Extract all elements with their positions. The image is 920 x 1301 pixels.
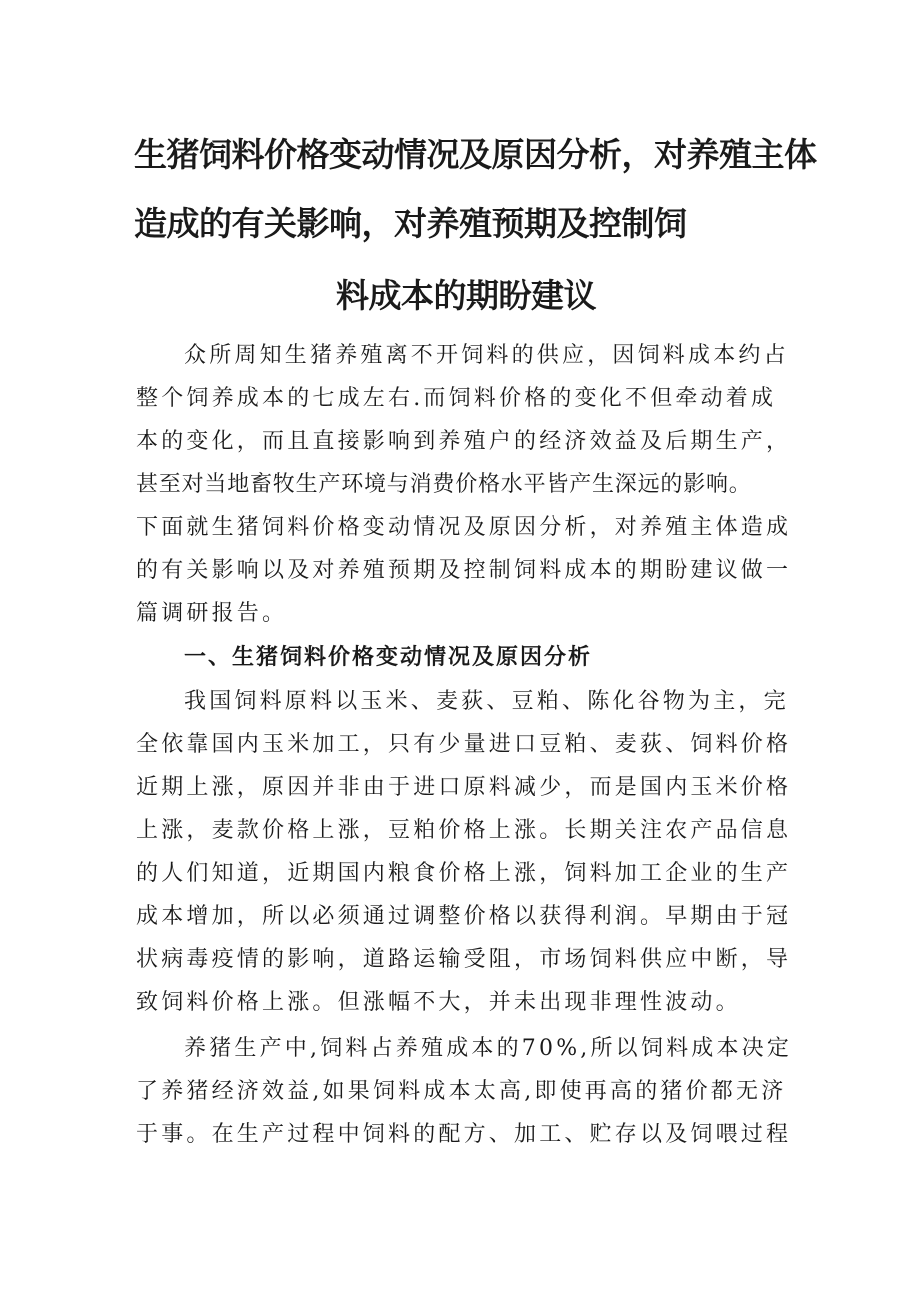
- intro-line-1: 众所周知生猪养殖离不开饲料的供应，因饲料成本约占: [184, 343, 789, 368]
- intro-line-2: 整个饲养成本的七成左右.而饲料价格的变化不但牵动着成: [136, 386, 777, 411]
- section-1-p1-line-2: 全依靠国内玉米加工，只有少量进口豆粕、麦荻、饲料价格: [136, 732, 792, 757]
- section-1-p1-line-8: 致饲料价格上涨。但涨幅不大，并未出现非理性波动。: [136, 990, 741, 1015]
- intro-line-7: 篇调研报告。: [136, 601, 288, 626]
- section-1-p2-line-3: 于事。在生产过程中饲料的配方、加工、贮存以及饲喂过程: [136, 1122, 792, 1147]
- section-1-p1-line-4: 上涨，麦款价格上涨，豆粕价格上涨。长期关注农产品信息: [136, 818, 792, 843]
- section-1-p1-line-5: 的人们知道，近期国内粮食价格上涨，饲料加工企业的生产: [136, 861, 792, 886]
- intro-line-3: 本的变化，而且直接影响到养殖户的经济效益及后期生产，: [136, 429, 792, 454]
- section-1-heading: 一、生猪饲料价格变动情况及原因分析: [184, 645, 593, 670]
- title-line-3: 料成本的期盼建议: [336, 276, 596, 315]
- intro-line-6: 的有关影响以及对养殖预期及控制饲料成本的期盼建议做一: [136, 558, 792, 583]
- section-1-p1-line-7: 状病毒疫情的影响，道路运输受阻，市场饲料供应中断，导: [136, 947, 792, 972]
- title-line-2: 造成的有关影响，对养殖预期及控制饲: [134, 204, 687, 243]
- section-1-p1-line-3: 近期上涨，原因并非由于进口原料减少，而是国内玉米价格: [136, 775, 792, 800]
- section-1-p1-line-6: 成本增加，所以必须通过调整价格以获得利润。早期由于冠: [136, 904, 792, 929]
- section-1-p2-line-2: 了养猪经济效益,如果饲料成本太高,即使再高的猪价都无济: [136, 1079, 787, 1104]
- intro-line-5: 下面就生猪饲料价格变动情况及原因分析，对养殖主体造成: [136, 515, 792, 540]
- section-1-p2-line-1: 养猪生产中,饲料占养殖成本的70%,所以饲料成本决定: [184, 1036, 793, 1061]
- section-1-p1-line-1: 我国饲料原料以玉米、麦荻、豆粕、陈化谷物为主，完: [184, 689, 789, 714]
- intro-line-4: 甚至对当地畜牧生产环境与消费价格水平皆产生深远的影响。: [136, 472, 752, 497]
- title-line-1: 生猪饲料价格变动情况及原因分析，对养殖主体: [134, 135, 817, 174]
